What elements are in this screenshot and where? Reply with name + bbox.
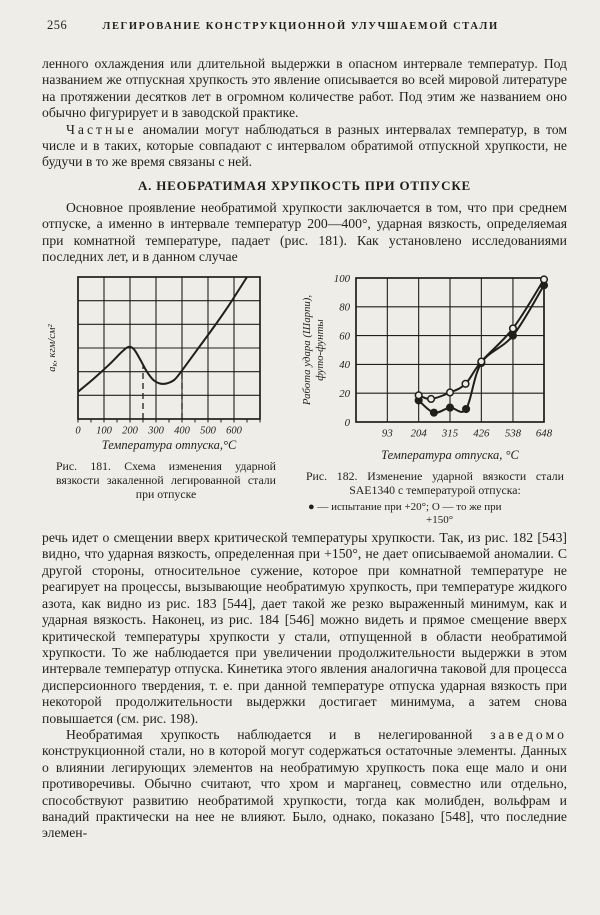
svg-text:80: 80	[339, 302, 350, 315]
svg-text:100: 100	[96, 425, 112, 437]
text-column	[42, 56, 567, 171]
paragraph-5-pre: Необратимая хрупкость наблюдается и в нелегированной	[66, 726, 491, 742]
svg-text:400: 400	[174, 425, 190, 437]
paragraph-2	[42, 122, 567, 171]
svg-text:60: 60	[339, 330, 350, 343]
paragraph-2-text: аномалии могут наблюдаться в разных интервалах температур, в том числе и в таких, которые совпадают с интервалом обратимой отпускной хрупкости, не будучи в то же время связаны с ней.	[42, 121, 567, 170]
svg-text:204: 204	[410, 427, 427, 440]
running-title: ЛЕГИРОВАНИЕ КОНСТРУКЦИОННОЙ УЛУЧШАЕМОЙ СТАЛИ	[102, 21, 499, 32]
svg-text:600: 600	[226, 425, 242, 437]
svg-text:200: 200	[122, 425, 138, 437]
svg-text:0: 0	[344, 417, 350, 430]
fig182-legend	[298, 501, 572, 526]
figure-181	[42, 270, 294, 501]
svg-text:0: 0	[75, 425, 81, 437]
fig182-chart	[298, 270, 572, 467]
fig182-caption: Рис. 182. Изменение ударной вязкости стали SAE1340 с температурой отпуска:	[306, 469, 564, 498]
svg-text:426: 426	[473, 427, 490, 440]
page-header	[47, 18, 564, 33]
text-column	[42, 530, 567, 842]
svg-text:ак, кгм/см²: ак, кгм/см²	[47, 324, 59, 373]
svg-text:Температура отпуска,°С: Температура отпуска,°С	[101, 438, 237, 453]
svg-text:315: 315	[441, 427, 459, 440]
paragraph-3: Основное проявление необратимой хрупкости заключается в том, что при среднем отпуске, а именно в интервале температур 200—400°, ударная вязкость, определяемая при комнатной температуре, падает (рис. 181). Как установлено исследованиями последних лет, и в данном случае	[42, 199, 567, 265]
paragraph-4: речь идет о смещении вверх критической температуры хрупкости. Так, из рис. 182 [543] видно, что ударная вязкость, определенная при +150°, не дает описываемой аномалии. С другой стороны, относительное сужение, которое при комнатной температуре не реагирует на процессы, вызывающие необратимую хрупкость, при температуре жидкого азота, как видно из рис. 183 [544], дает такой же резко выраженный минимум, как и ударная вязкость. Наконец, из рис. 184 [546] можно видеть и прямое смещение вверх критической температуры хрупкости у стали, отпущенной в области необратимой хрупкости. То же наблюдается при увеличении продолжительности выдержки в этом интервале температур отпуска. Кинетика этого явления аналогична таковой для процесса дисперсионного твердения, т. е. при данной температуре отпуска ударная вязкость при некоторой продолжительности выдержки достигает минимума, а затем снова повышается (см. рис. 198).	[42, 530, 567, 726]
section-heading: А. НЕОБРАТИМАЯ ХРУПКОСТЬ ПРИ ОТПУСКЕ	[137, 177, 472, 193]
paragraph-5-post: конструкционной стали, но в которой могут содержаться остаточные элементы. Данных о влиянии легирующих элементов на необратимую хрупкость пока еще мало и они противоречивы. Обычно считают, что хром и марганец, совместно или отдельно, способствуют развитию необратимой хрупкости, тогда как молибден, вольфрам и ванадий практически на нее не влияют. Было, однако, показано [548], что последние элемен-	[42, 743, 567, 841]
svg-text:футо-фунты: футо-фунты	[314, 319, 326, 382]
fig181-caption: Рис. 181. Схема изменения ударной вязкости закаленной легированной стали при отпуске	[56, 459, 276, 502]
svg-text:Работа удара (Шарпи),: Работа удара (Шарпи),	[301, 295, 313, 406]
text-column	[42, 200, 567, 266]
emphasis-word: Частные	[66, 121, 137, 137]
svg-text:538: 538	[504, 427, 522, 440]
emphasis-word: заведомо	[490, 726, 567, 742]
svg-text:93: 93	[381, 427, 393, 440]
figures-row	[42, 270, 572, 526]
paragraph-1: ленного охлаждения или длительной выдержки в опасном интервале температур. Под названием же отпускная хрупкость это явление описывается во всей мировой литературе на протяжении десятков лет в огромном количестве работ. Под этим же названием оно обычно фигурирует и в заводской практике.	[42, 56, 567, 121]
paragraph-5	[42, 727, 567, 842]
svg-text:500: 500	[200, 425, 216, 437]
svg-text:648: 648	[535, 427, 553, 440]
svg-text:Температура отпуска, °С: Температура отпуска, °С	[381, 448, 519, 463]
legend-line-2: +150°	[426, 513, 454, 526]
svg-text:100: 100	[333, 273, 350, 286]
page-number: 256	[47, 18, 68, 32]
svg-text:300: 300	[148, 425, 164, 437]
svg-text:40: 40	[339, 359, 350, 372]
figure-182	[298, 270, 572, 526]
svg-text:20: 20	[339, 388, 350, 401]
fig181-chart	[42, 270, 294, 457]
legend-line-1: ● — испытание при +20°; О — то же при	[308, 501, 502, 514]
